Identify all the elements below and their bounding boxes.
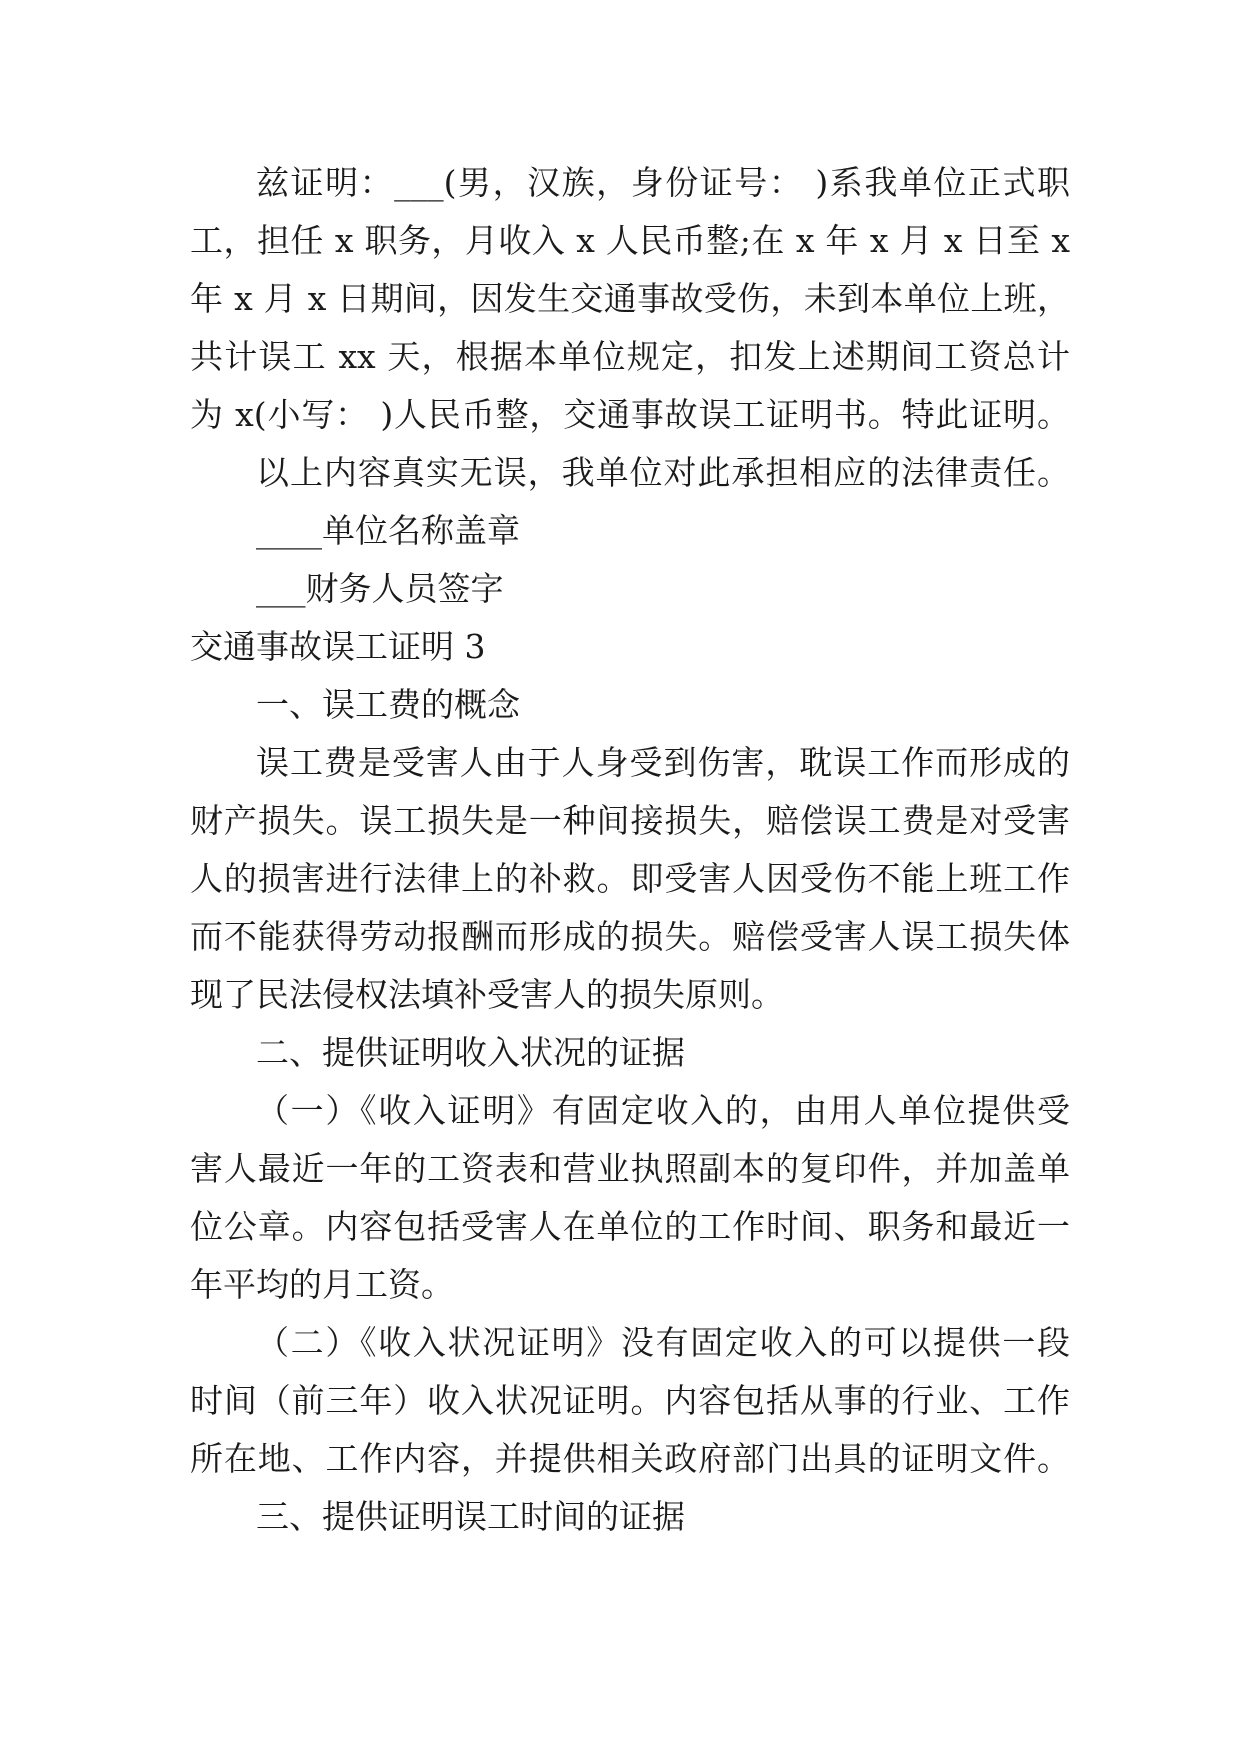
paragraph-line: 工，担任 x 职务，月收入 x 人民币整;在 x 年 x 月 x 日至 x [190, 221, 1070, 260]
paragraph-line: 人的损害进行法律上的补救。即受害人因受伤不能上班工作 [190, 859, 1070, 898]
company-seal-line: ____单位名称盖章 [256, 511, 520, 550]
paragraph-line: 共计误工 xx 天，根据本单位规定，扣发上述期间工资总计 [190, 337, 1070, 376]
paragraph-line: 现了民法侵权法填补受害人的损失原则。 [190, 975, 784, 1014]
finance-signature-line: ___财务人员签字 [256, 569, 504, 608]
paragraph-line: 位公章。内容包括受害人在单位的工作时间、职务和最近一 [190, 1207, 1070, 1246]
paragraph-line: 年 x 月 x 日期间，因发生交通事故受伤，未到本单位上班， [190, 279, 1070, 318]
paragraph-line: 而不能获得劳动报酬而形成的损失。赔偿受害人误工损失体 [190, 917, 1070, 956]
heading-2: 二、提供证明收入状况的证据 [256, 1033, 685, 1072]
paragraph-line: （二）《收入状况证明》没有固定收入的可以提供一段 [256, 1323, 1070, 1362]
section-title: 交通事故误工证明 3 [190, 627, 486, 666]
paragraph-line: 害人最近一年的工资表和营业执照副本的复印件，并加盖单 [190, 1149, 1070, 1188]
paragraph-line: 财产损失。误工损失是一种间接损失，赔偿误工费是对受害 [190, 801, 1070, 840]
paragraph-line: 兹证明：___(男，汉族，身份证号： )系我单位正式职 [256, 163, 1070, 202]
paragraph-line: 时间（前三年）收入状况证明。内容包括从事的行业、工作 [190, 1381, 1070, 1420]
paragraph-line: 年平均的月工资。 [190, 1265, 454, 1304]
paragraph-line: 以上内容真实无误，我单位对此承担相应的法律责任。 [256, 453, 1070, 492]
heading-1: 一、误工费的概念 [256, 685, 520, 724]
paragraph-line: 误工费是受害人由于人身受到伤害，耽误工作而形成的 [256, 743, 1070, 782]
paragraph-line: 为 x(小写： )人民币整，交通事故误工证明书。特此证明。 [190, 395, 1070, 434]
paragraph-line: （一）《收入证明》有固定收入的，由用人单位提供受 [256, 1091, 1070, 1130]
paragraph-line: 所在地、工作内容，并提供相关政府部门出具的证明文件。 [190, 1439, 1070, 1478]
heading-3: 三、提供证明误工时间的证据 [256, 1497, 685, 1536]
